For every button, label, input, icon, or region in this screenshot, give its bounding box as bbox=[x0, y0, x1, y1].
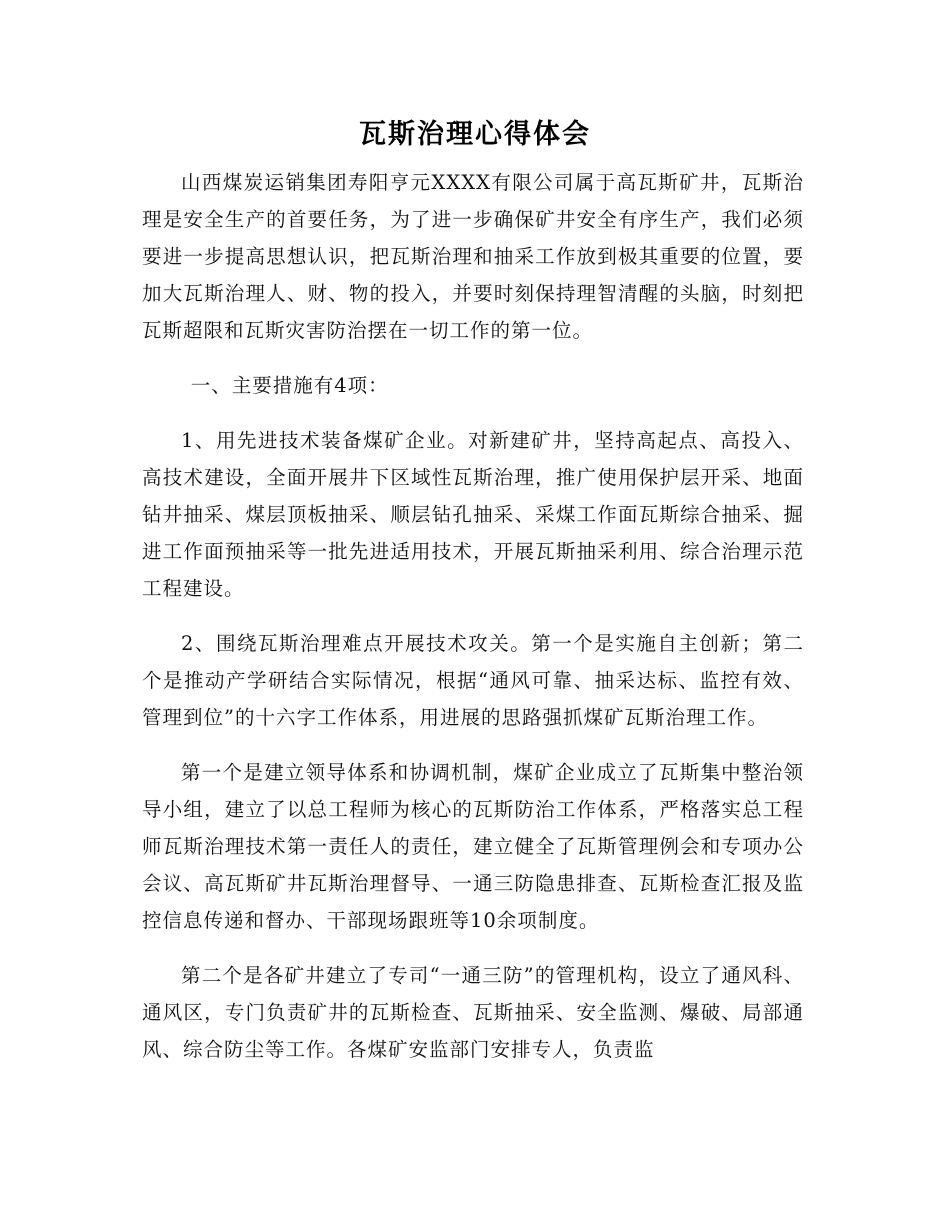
paragraph-second-point: 第二个是各矿井建立了专司“一通三防”的管理机构，设立了通风科、通风区，专门负责矿井的瓦斯检查、瓦斯抽采、安全监测、爆破、局部通风、综合防尘等工作。各煤矿安监部门安排专人，负责监 bbox=[142, 964, 804, 1061]
document-title: 瓦斯治理心得体会 bbox=[359, 119, 591, 150]
intro-paragraph: 山西煤炭运销集团寿阳亨元XXXX有限公司属于高瓦斯矿井，瓦斯治理是安全生产的首要任务，为了进一步确保矿井安全有序生产，我们必须要进一步提高思想认识，把瓦斯治理和抽采工作放到极其重要的位置，要加大瓦斯治理人、财、物的投入，并要时刻保持理智清醒的头脑，时刻把瓦斯超限和瓦斯灾害防治摆在一切工作的第一位。 bbox=[142, 171, 804, 342]
section-heading-main-measures: 一、主要措施有4项： bbox=[190, 374, 389, 397]
measure-item-1: 1、用先进技术装备煤矿企业。对新建矿井，坚持高起点、高投入、高技术建设，全面开展井下区域性瓦斯治理，推广使用保护层开采、地面钻井抽采、煤层顶板抽采、顺层钻孔抽采、采煤工作面瓦斯综合抽采、掘进工作面预抽采等一批先进适用技术，开展瓦斯抽采利用、综合治理示范工程建设。 bbox=[142, 429, 804, 600]
document-body bbox=[142, 164, 804, 1086]
paragraph-first-point: 第一个是建立领导体系和协调机制，煤矿企业成立了瓦斯集中整治领导小组，建立了以总工程师为核心的瓦斯防治工作体系，严格落实总工程师瓦斯治理技术第一责任人的责任，建立健全了瓦斯管理例会和专项办公会议、高瓦斯矿井瓦斯治理督导、一通三防隐患排查、瓦斯检查汇报及监控信息传递和督办、干部现场跟班等10余项制度。 bbox=[142, 761, 804, 932]
measure-item-2: 2、围绕瓦斯治理难点开展技术攻关。第一个是实施自主创新；第二个是推动产学研结合实际情况，根据“通风可靠、抽采达标、监控有效、管理到位”的十六字工作体系，用进展的思路强抓煤矿瓦斯治理工作。 bbox=[142, 632, 804, 729]
